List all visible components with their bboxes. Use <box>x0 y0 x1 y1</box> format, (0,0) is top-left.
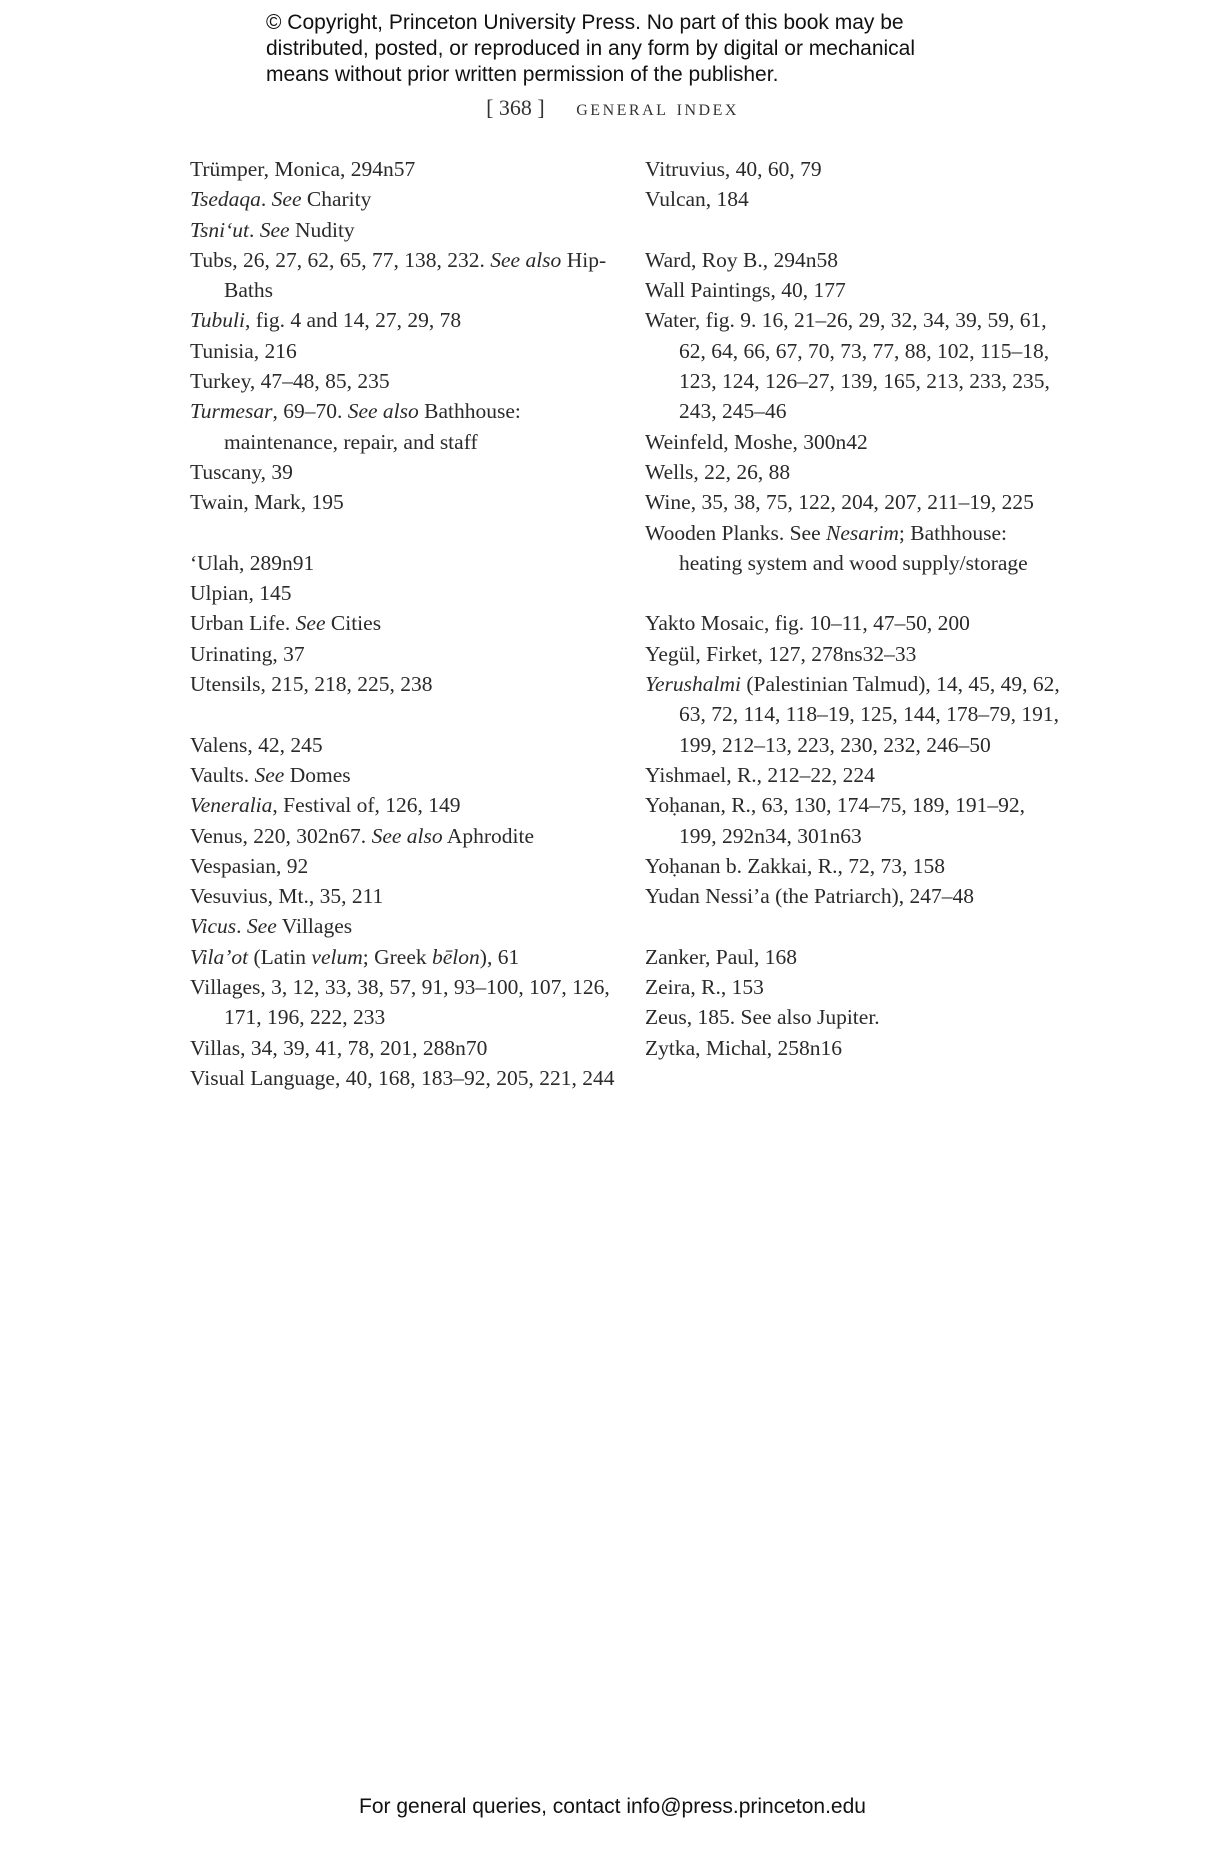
letter-group-gap <box>190 699 620 729</box>
entry-text: Urinating, 37 <box>190 641 305 666</box>
index-entry <box>645 184 1065 214</box>
entry-italic-text: See <box>295 611 326 636</box>
entry-text: Charity <box>301 187 372 212</box>
entry-italic-text: See also <box>347 399 419 424</box>
index-entry <box>190 487 620 517</box>
index-entry <box>645 608 1065 638</box>
entry-text: Urban Life. <box>190 611 296 636</box>
index-entry <box>190 1033 620 1063</box>
entry-italic-text: Veneralia <box>190 793 273 818</box>
entry-text: Turkey, 47–48, 85, 235 <box>190 369 390 394</box>
index-entry <box>645 942 1065 972</box>
index-entry <box>190 457 620 487</box>
entry-italic-text: Nesarim <box>826 520 899 545</box>
entry-text: Yishmael, R., 212–22, 224 <box>645 762 875 787</box>
index-entry <box>645 275 1065 305</box>
index-entry <box>190 608 620 638</box>
entry-italic-text: See <box>271 187 302 212</box>
section-title: general index <box>576 95 739 120</box>
index-entry <box>190 336 620 366</box>
index-column-left <box>190 154 620 1093</box>
entry-text: Visual Language, 40, 168, 183–92, 205, 221, 244 <box>190 1065 615 1090</box>
entry-text: Twain, Mark, 195 <box>190 490 344 515</box>
index-entry <box>190 760 620 790</box>
entry-text: Bathhouse: maintenance, repair, and staff <box>224 399 521 454</box>
index-entry <box>645 881 1065 911</box>
entry-text: ; Greek <box>362 944 433 969</box>
entry-italic-text: Turmesar <box>190 399 273 424</box>
index-entry <box>190 881 620 911</box>
index-entry <box>645 1033 1065 1063</box>
index-entry <box>645 639 1065 669</box>
letter-group-gap <box>645 578 1065 608</box>
index-entry <box>645 851 1065 881</box>
index-entry <box>645 457 1065 487</box>
entry-italic-text: Vila’ot <box>190 944 249 969</box>
letter-group-gap <box>645 911 1065 941</box>
entry-text: Vaults. <box>190 762 255 787</box>
index-entry <box>190 305 620 335</box>
entry-text: Wells, 22, 26, 88 <box>645 459 791 484</box>
entry-text: Utensils, 215, 218, 225, 238 <box>190 672 433 697</box>
entry-text: , fig. 4 and 14, 27, 29, 78 <box>244 308 462 333</box>
entry-text: Yakto Mosaic, fig. 10–11, 47–50, 200 <box>645 611 970 636</box>
running-head <box>0 94 1225 122</box>
entry-italic-text: velum <box>311 944 363 969</box>
index-entry <box>645 669 1065 760</box>
index-entry <box>190 669 620 699</box>
entry-text: Vespasian, 92 <box>190 853 309 878</box>
index-entry <box>645 154 1065 184</box>
entry-italic-text: Tsni‘ut <box>190 217 249 242</box>
index-entry <box>190 154 620 184</box>
entry-text: Wine, 35, 38, 75, 122, 204, 207, 211–19, 225 <box>645 490 1034 515</box>
entry-text: Venus, 220, 302n67. <box>190 823 372 848</box>
entry-italic-text: See <box>254 762 285 787</box>
entry-italic-text: See <box>259 217 290 242</box>
copyright-line: distributed, posted, or reproduced in any form by digital or mechanical <box>266 37 916 60</box>
entry-text: Trümper, Monica, 294n57 <box>190 157 416 181</box>
index-entry <box>645 1002 1065 1032</box>
index-entry <box>190 245 620 306</box>
index-column-right <box>645 154 1065 1063</box>
entry-text: Tunisia, 216 <box>190 338 297 363</box>
letter-group-gap <box>645 215 1065 245</box>
index-entry <box>190 911 620 941</box>
entry-text: (Palestinian Talmud), 14, 45, 49, 62, 63, 72, 114, 118–19, 125, 144, 178–79, 191, 199, 212–13, 223, 230, 232, 246–50 <box>679 672 1060 757</box>
entry-text: Zeus, 185. See also Jupiter. <box>645 1005 880 1030</box>
entry-text: Nudity <box>289 217 355 242</box>
entry-italic-text: See also <box>371 823 443 848</box>
index-entry <box>190 1063 620 1093</box>
entry-text: Zanker, Paul, 168 <box>645 944 797 969</box>
entry-italic-text: Tubuli <box>190 308 245 333</box>
copyright-line: © Copyright, Princeton University Press. No part of this book may be <box>266 11 904 34</box>
entry-italic-text: See also <box>490 247 562 272</box>
entry-text: , Festival of, 126, 149 <box>272 793 461 818</box>
entry-text: Villages, 3, 12, 33, 38, 57, 91, 93–100, 107, 126, 171, 196, 222, 233 <box>190 975 610 1030</box>
index-entry <box>190 639 620 669</box>
index-entry <box>190 548 620 578</box>
index-entry <box>645 245 1065 275</box>
entry-text: Yegül, Firket, 127, 278ns32–33 <box>645 641 917 666</box>
entry-text: Hip-Baths <box>224 247 607 303</box>
entry-text: Ward, Roy B., 294n58 <box>645 247 838 272</box>
entry-text: Vesuvius, Mt., 35, 211 <box>190 884 384 909</box>
entry-text: Vulcan, 184 <box>645 187 749 212</box>
entry-text: Tubs, 26, 27, 62, 65, 77, 138, 232. <box>190 247 491 272</box>
entry-text: . <box>236 914 247 939</box>
entry-text: Valens, 42, 245 <box>190 732 323 757</box>
index-entry <box>645 427 1065 457</box>
page-number: [ 368 ] <box>486 95 545 120</box>
entry-text: Ulpian, 145 <box>190 581 292 606</box>
index-entry <box>190 972 620 1033</box>
index-entry <box>190 396 620 457</box>
entry-text: ; Bathhouse: heating system and wood supply/storage <box>679 520 1028 575</box>
copyright-line: means without prior written permission of the publisher. <box>266 63 779 86</box>
entry-text: ‘Ulah, 289n91 <box>190 550 315 575</box>
entry-text: Zytka, Michal, 258n16 <box>645 1035 843 1060</box>
index-entry <box>190 578 620 608</box>
index-entry <box>190 215 620 245</box>
index-entry <box>645 305 1065 426</box>
entry-italic-text: Vicus <box>190 914 237 939</box>
entry-text: Yoḥanan b. Zakkai, R., 72, 73, 158 <box>645 853 945 878</box>
index-entry <box>190 366 620 396</box>
index-entry <box>190 790 620 820</box>
entry-text: Villages <box>276 914 353 939</box>
entry-text: Aphrodite <box>442 823 534 848</box>
entry-text: . <box>260 187 272 212</box>
entry-text: Zeira, R., 153 <box>645 975 764 1000</box>
index-entry <box>645 972 1065 1002</box>
entry-text: Yoḥanan, R., 63, 130, 174–75, 189, 191–92, 199, 292n34, 301n63 <box>645 793 1026 848</box>
footer-contact: For general queries, contact info@press.princeton.edu <box>359 1795 866 1818</box>
index-entry <box>190 184 620 214</box>
entry-italic-text: See <box>246 914 277 939</box>
entry-text: . <box>248 217 260 242</box>
entry-text: Weinfeld, Moshe, 300n42 <box>645 429 868 454</box>
entry-text: Yudan Nessi’a (the Patriarch), 247–48 <box>645 884 974 909</box>
index-entry <box>645 790 1065 851</box>
entry-italic-text: Yerushalmi <box>645 672 741 697</box>
index-entry <box>190 942 620 972</box>
entry-text: Vitruvius, 40, 60, 79 <box>645 157 822 181</box>
entry-text: ), 61 <box>479 944 520 969</box>
entry-italic-text: Tsedaqa <box>190 187 261 212</box>
index-entry <box>190 730 620 760</box>
entry-text: Tuscany, 39 <box>190 459 293 484</box>
index-entry <box>190 821 620 851</box>
entry-text: Domes <box>284 762 351 787</box>
index-entry <box>645 487 1065 517</box>
entry-text: Wooden Planks. See <box>645 520 826 545</box>
entry-text: (Latin <box>248 944 312 969</box>
entry-text: , 69–70. <box>272 399 348 424</box>
entry-italic-text: bēlon <box>432 944 480 969</box>
entry-text: Villas, 34, 39, 41, 78, 201, 288n70 <box>190 1035 488 1060</box>
index-entry <box>645 760 1065 790</box>
entry-text: Cities <box>325 611 382 636</box>
entry-text: Wall Paintings, 40, 177 <box>645 278 846 303</box>
copyright-notice <box>266 10 1026 88</box>
letter-group-gap <box>190 518 620 548</box>
index-entry <box>190 851 620 881</box>
entry-text: Water, fig. 9. 16, 21–26, 29, 32, 34, 39, 59, 61, 62, 64, 66, 67, 70, 73, 77, 88, 102, 115–18, 123, 124, 126–27, 139, 165, 213, 233, 235, 243, 245–46 <box>645 308 1050 424</box>
index-entry <box>645 518 1065 579</box>
